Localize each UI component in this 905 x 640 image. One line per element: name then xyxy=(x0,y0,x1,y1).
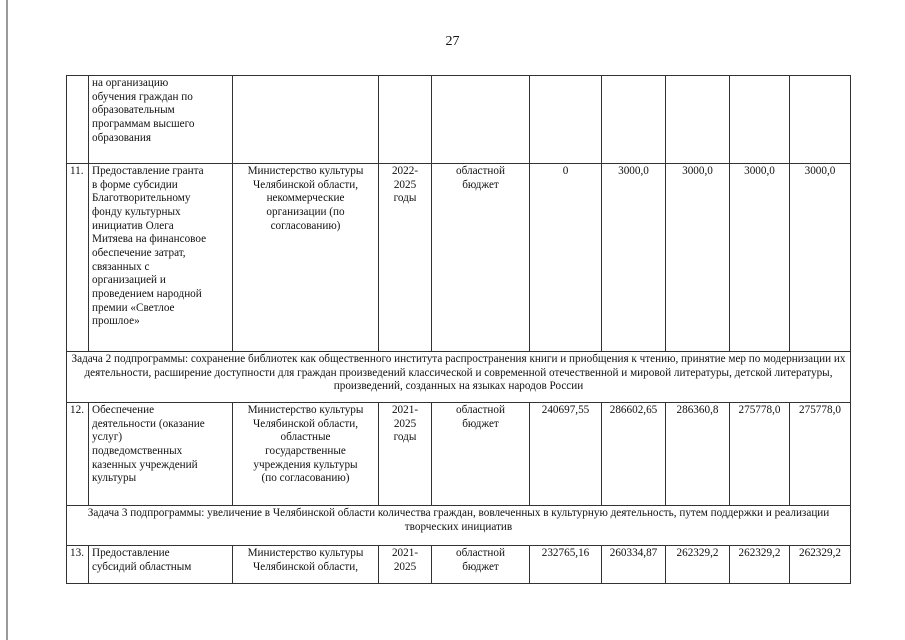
amount-year-2021: 232765,16 xyxy=(530,546,602,584)
measure-description xyxy=(89,546,233,584)
measure-description-line: казенных учреждений xyxy=(92,458,198,471)
measure-description xyxy=(89,403,233,506)
measure-description xyxy=(89,164,233,352)
measure-description-line: проведением народной xyxy=(92,287,202,300)
task-header-row xyxy=(67,352,851,403)
responsible-executor xyxy=(233,546,379,584)
scan-left-edge xyxy=(6,0,8,640)
table-row xyxy=(67,164,851,352)
responsible-executor-line: Челябинской области, xyxy=(252,178,359,191)
measure-description-line: культуры xyxy=(92,472,137,485)
responsible-executor-line: Министерство культуры xyxy=(247,547,364,559)
table-body xyxy=(67,76,851,584)
measure-description-line: Предоставление xyxy=(92,547,170,559)
funding-source-line: бюджет xyxy=(462,178,499,191)
responsible-executor-line: учреждения культуры xyxy=(253,458,358,471)
measure-description-line: образования xyxy=(92,131,152,144)
measure-description-line: программам высшего xyxy=(92,117,195,130)
measure-description-line: в форме субсидии xyxy=(92,178,178,191)
amount-year-2024: 3000,0 xyxy=(730,164,790,352)
implementation-period-line: 2022- xyxy=(391,165,419,177)
implementation-period xyxy=(379,164,432,352)
amount-year-2023 xyxy=(666,76,730,164)
task-header-row xyxy=(67,506,851,546)
implementation-period-line: 2021- xyxy=(391,404,419,416)
row-number: 12. xyxy=(67,403,89,506)
page-number: 27 xyxy=(445,34,460,49)
measure-description-line: связанных с xyxy=(92,260,150,273)
row-number: 11. xyxy=(67,164,89,352)
implementation-period-line: годы xyxy=(393,192,417,205)
measure-description-line: Предоставление гранта xyxy=(92,165,204,177)
measure-description-line: Благотворительному xyxy=(92,192,191,205)
implementation-period-line: годы xyxy=(393,431,417,444)
measure-description-line: субсидий областным xyxy=(92,560,192,573)
measure-description-line: фонду культурных xyxy=(92,205,181,218)
funding-source xyxy=(432,546,530,584)
responsible-executor-line: Министерство культуры xyxy=(247,404,364,416)
amount-year-2022 xyxy=(602,76,666,164)
amount-year-2021: 240697,55 xyxy=(530,403,602,506)
task-description: Задача 2 подпрограммы: сохранение библиотек как общественного института распространения книги и приобщения к чтению, принятие мер по модернизации их деятельности, расширение доступности для граждан произведений классической и современной отечественной и мировой литературы, детской литературы, произведений, созданных на языках народов России xyxy=(67,352,851,403)
amount-year-2025: 275778,0 xyxy=(790,403,851,506)
funding-source-line: областной xyxy=(456,404,505,416)
implementation-period-line: 2025 xyxy=(393,560,417,573)
responsible-executor xyxy=(233,76,379,164)
responsible-executor-line: областные xyxy=(280,431,331,444)
responsible-executor-line: Челябинской области, xyxy=(252,417,359,430)
measure-description-line: подведомственных xyxy=(92,444,183,457)
implementation-period xyxy=(379,76,432,164)
amount-year-2025: 262329,2 xyxy=(790,546,851,584)
amount-year-2025: 3000,0 xyxy=(790,164,851,352)
amount-year-2021: 0 xyxy=(530,164,602,352)
responsible-executor-line: Челябинской области, xyxy=(252,560,359,573)
measure-description-line: премии «Светлое xyxy=(92,301,175,314)
amount-year-2023: 3000,0 xyxy=(666,164,730,352)
measure-description-line: прошлое» xyxy=(92,315,140,328)
measure-description-line: обучения граждан по xyxy=(92,90,193,103)
implementation-period-line: 2025 xyxy=(393,417,417,430)
responsible-executor-line: некоммерческие xyxy=(266,192,345,205)
funding-source-line: бюджет xyxy=(462,417,499,430)
responsible-executor xyxy=(233,164,379,352)
responsible-executor-line: согласованию) xyxy=(270,219,341,232)
funding-source xyxy=(432,164,530,352)
amount-year-2024: 275778,0 xyxy=(730,403,790,506)
amount-year-2022: 260334,87 xyxy=(602,546,666,584)
measure-description-line: образовательным xyxy=(92,104,175,117)
row-number xyxy=(67,76,89,164)
amount-year-2022: 3000,0 xyxy=(602,164,666,352)
measure-description xyxy=(89,76,233,164)
row-number: 13. xyxy=(67,546,89,584)
measure-description-line: организацией и xyxy=(92,274,166,287)
measure-description-line: Обеспечение xyxy=(92,404,155,416)
measure-description-line: Митяева на финансовое xyxy=(92,233,207,246)
task-description: Задача 3 подпрограммы: увеличение в Челябинской области количества граждан, вовлеченных в культурную деятельность, путем поддержки и реализации творческих инициатив xyxy=(67,506,851,546)
measure-description-line: инициатив Олега xyxy=(92,219,174,232)
funding-source-line: бюджет xyxy=(462,560,499,573)
amount-year-2025 xyxy=(790,76,851,164)
implementation-period-line: 2021- xyxy=(391,547,419,559)
amount-year-2021 xyxy=(530,76,602,164)
funding-source-line: областной xyxy=(456,547,505,559)
funding-source xyxy=(432,76,530,164)
table-row xyxy=(67,76,851,164)
responsible-executor-line: государственные xyxy=(265,444,346,457)
amount-year-2024 xyxy=(730,76,790,164)
measure-description-line: деятельности (оказание xyxy=(92,417,205,430)
implementation-period xyxy=(379,546,432,584)
responsible-executor-line: (по согласованию) xyxy=(261,472,350,485)
table-row xyxy=(67,546,851,584)
funding-source xyxy=(432,403,530,506)
amount-year-2022: 286602,65 xyxy=(602,403,666,506)
responsible-executor-line: Министерство культуры xyxy=(247,165,364,177)
program-measures-table xyxy=(66,75,851,584)
implementation-period-line: 2025 xyxy=(393,178,417,191)
implementation-period xyxy=(379,403,432,506)
funding-source-line: областной xyxy=(456,165,505,177)
amount-year-2024: 262329,2 xyxy=(730,546,790,584)
responsible-executor xyxy=(233,403,379,506)
measure-description-line: на организацию xyxy=(92,77,169,89)
measure-description-line: услуг) xyxy=(92,431,123,444)
responsible-executor-line: организации (по xyxy=(266,205,345,218)
amount-year-2023: 262329,2 xyxy=(666,546,730,584)
amount-year-2023: 286360,8 xyxy=(666,403,730,506)
table-row xyxy=(67,403,851,506)
measure-description-line: обеспечение затрат, xyxy=(92,246,186,259)
